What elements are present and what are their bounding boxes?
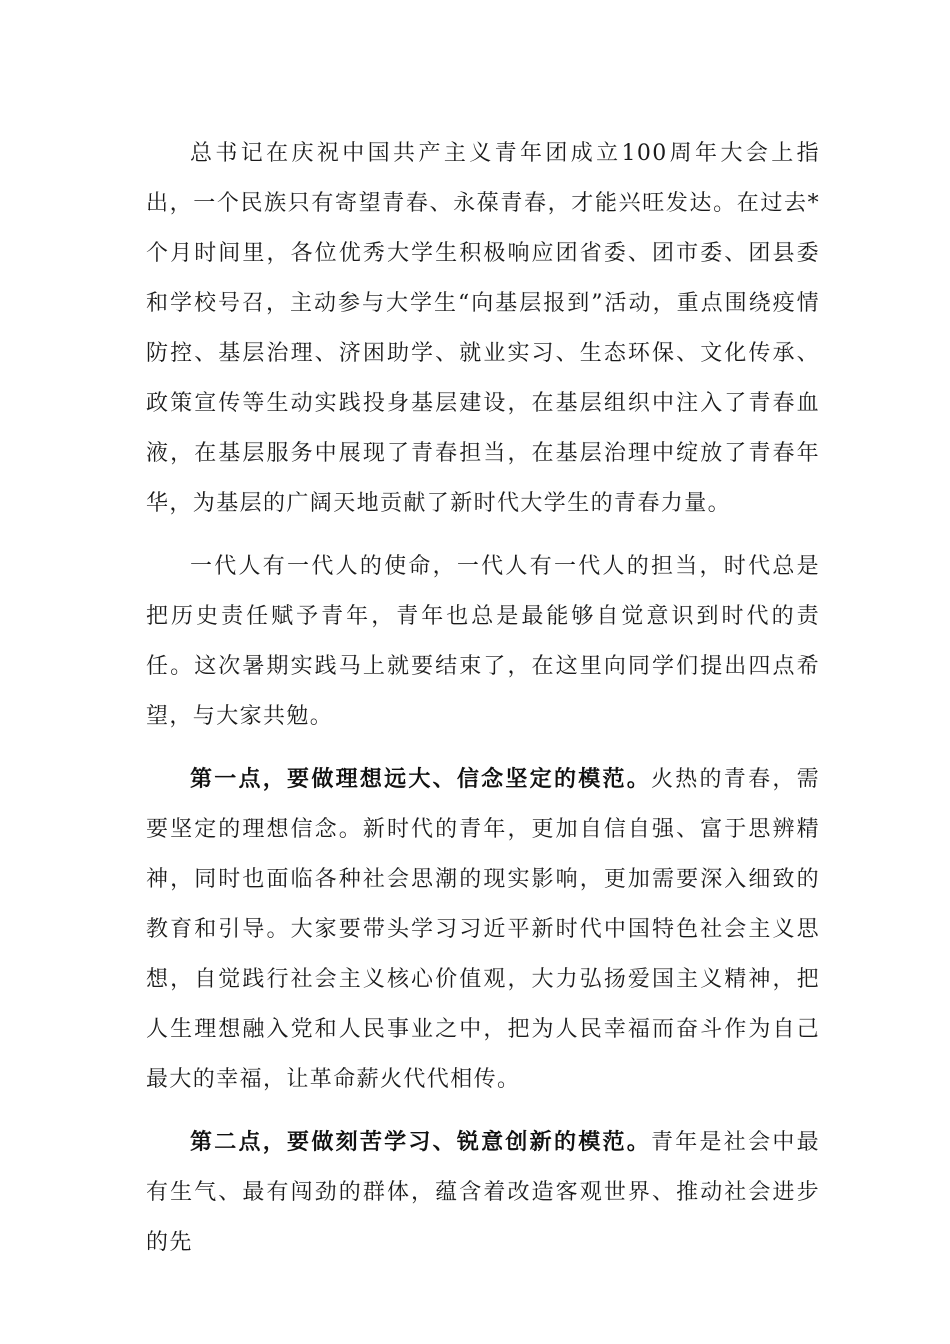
paragraph-3 bbox=[146, 754, 820, 1105]
paragraph-1-text: 总书记在庆祝中国共产主义青年团成立100周年大会上指出，一个民族只有寄望青春、永葆青春，才能兴旺发达。在过去*个月时间里，各位优秀大学生积极响应团省委、团市委、团县委和学校号召，主动参与大学生“向基层报到”活动，重点围绕疫情防控、基层治理、济困助学、就业实习、生态环保、文化传承、政策宣传等生动实践投身基层建设，在基层组织中注入了青春血液，在基层服务中展现了青春担当，在基层治理中绽放了青春年华，为基层的广阔天地贡献了新时代大学生的青春力量。 bbox=[146, 141, 820, 516]
paragraph-1 bbox=[146, 128, 820, 529]
paragraph-2-text: 一代人有一代人的使命，一代人有一代人的担当，时代总是把历史责任赋予青年，青年也总是最能够自觉意识到时代的责任。这次暑期实践马上就要结束了，在这里向同学们提出四点希望，与大家共勉。 bbox=[146, 554, 820, 729]
paragraph-2 bbox=[146, 541, 820, 742]
paragraph-4-text: 青年是社会中最有生气、最有闯劲的群体，蕴含着改造客观世界、推动社会进步的先 bbox=[146, 1130, 820, 1255]
paragraph-3-lead: 第一点，要做理想远大、信念坚定的模范。 bbox=[190, 766, 652, 792]
paragraph-4-lead: 第二点，要做刻苦学习、锐意创新的模范。 bbox=[190, 1129, 652, 1155]
document-body bbox=[146, 128, 820, 1280]
paragraph-4 bbox=[146, 1117, 820, 1268]
paragraph-3-text: 火热的青春，需要坚定的理想信念。新时代的青年，更加自信自强、富于思辨精神，同时也面临各种社会思潮的现实影响，更加需要深入细致的教育和引导。大家要带头学习习近平新时代中国特色社会主义思想，自觉践行社会主义核心价值观，大力弘扬爱国主义精神，把人生理想融入党和人民事业之中，把为人民幸福而奋斗作为自己最大的幸福，让革命薪火代代相传。 bbox=[146, 767, 820, 1092]
